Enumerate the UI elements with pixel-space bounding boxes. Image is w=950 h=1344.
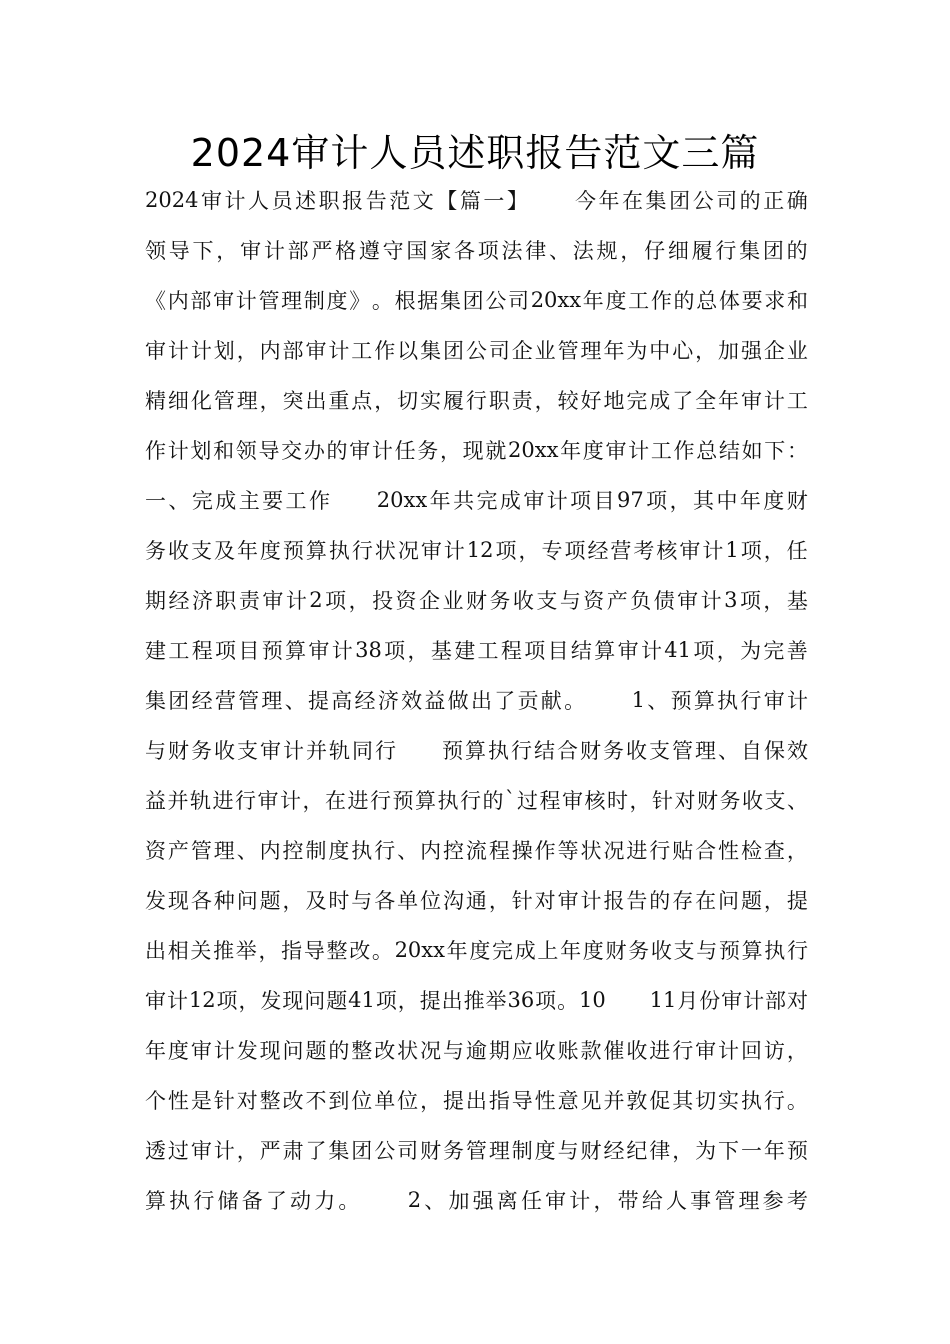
paragraph-line: 审 计 计 划 ， 内 部 审 计 工 作 以 集 团 公 司 企 业 管 理 年 为 中 心 ， 加 强 企 业 (145, 339, 808, 363)
paragraph-line: 期 经 济 职 责 审 计 2 项 ， 投 资 企 业 财 务 收 支 与 资 产 负 债 审 计 3 项 ， 基 (145, 588, 808, 613)
paragraph-line: 资 产 管 理 、 内 控 制 度 执 行 、 内 控 流 程 操 作 等 状 况 进 行 贴 合 性 检 查 ， (145, 839, 808, 863)
paragraph-line: 审 计 12 项 ， 发 现 问 题 41 项 ， 提 出 推 举 36 项 。 10 11 月 份 审 计 部 对 (145, 988, 808, 1013)
paragraph-line: 出 相 关 推 举 ， 指 导 整 改 。 20xx 年 度 完 成 上 年 度 财 务 收 支 与 预 算 执 行 (145, 938, 808, 963)
paragraph-line: 作 计 划 和 领 导 交 办 的 审 计 任 务 ， 现 就 20xx 年 度 审 计 工 作 总 结 如 下 ： (145, 438, 808, 463)
paragraph-line: 算 执 行 储 备 了 动 力 。 2 、 加 强 离 任 审 计 ， 带 给 人 事 管 理 参 考 (145, 1188, 808, 1213)
paragraph-line: 建 工 程 项 目 预 算 审 计 38 项 ， 基 建 工 程 项 目 结 算 审 计 41 项 ， 为 完 善 (145, 638, 808, 663)
paragraph-line: 领 导 下 ， 审 计 部 严 格 遵 守 国 家 各 项 法 律 、 法 规 ， 仔 细 履 行 集 团 的 (145, 239, 808, 263)
paragraph-line: 2024 审 计 人 员 述 职 报 告 范 文 【 篇 一 】 今 年 在 集 团 公 司 的 正 确 (145, 188, 808, 213)
paragraph-line: 发 现 各 种 问 题 ， 及 时 与 各 单 位 沟 通 ， 针 对 审 计 报 告 的 存 在 问 题 ， 提 (145, 889, 808, 913)
paragraph-line: 透 过 审 计 ， 严 肃 了 集 团 公 司 财 务 管 理 制 度 与 财 经 纪 律 ， 为 下 一 年 预 (145, 1139, 808, 1163)
document-body (145, 175, 808, 1225)
paragraph-line: 集 团 经 营 管 理 、 提 高 经 济 效 益 做 出 了 贡 献 。 1 、 预 算 执 行 审 计 (145, 688, 808, 713)
document-title: 2024审计人员述职报告范文三篇 (190, 131, 760, 175)
paragraph-line: 与 财 务 收 支 审 计 并 轨 同 行 预 算 执 行 结 合 财 务 收 支 管 理 、 自 保 效 (145, 739, 808, 763)
paragraph-line: 个 性 是 针 对 整 改 不 到 位 单 位 ， 提 出 指 导 性 意 见 并 敦 促 其 切 实 执 行 。 (145, 1089, 808, 1113)
paragraph-line: 益 并 轨 进 行 审 计 ， 在 进 行 预 算 执 行 的 ` 过 程 审 核 时 ， 针 对 财 务 收 支 、 (145, 788, 808, 813)
paragraph-line: 年 度 审 计 发 现 问 题 的 整 改 状 况 与 逾 期 应 收 账 款 催 收 进 行 审 计 回 访 ， (145, 1039, 808, 1063)
paragraph-line: 务 收 支 及 年 度 预 算 执 行 状 况 审 计 12 项 ， 专 项 经 营 考 核 审 计 1 项 ， 任 (145, 538, 808, 563)
paragraph-line: 《 内 部 审 计 管 理 制 度 》 。 根 据 集 团 公 司 20xx 年 度 工 作 的 总 体 要 求 和 (145, 288, 808, 313)
paragraph-line: 一 、 完 成 主 要 工 作 20xx 年 共 完 成 审 计 项 目 97 项 ， 其 中 年 度 财 (145, 488, 808, 513)
paragraph-line: 精 细 化 管 理 ， 突 出 重 点 ， 切 实 履 行 职 责 ， 较 好 地 完 成 了 全 年 审 计 工 (145, 389, 808, 413)
